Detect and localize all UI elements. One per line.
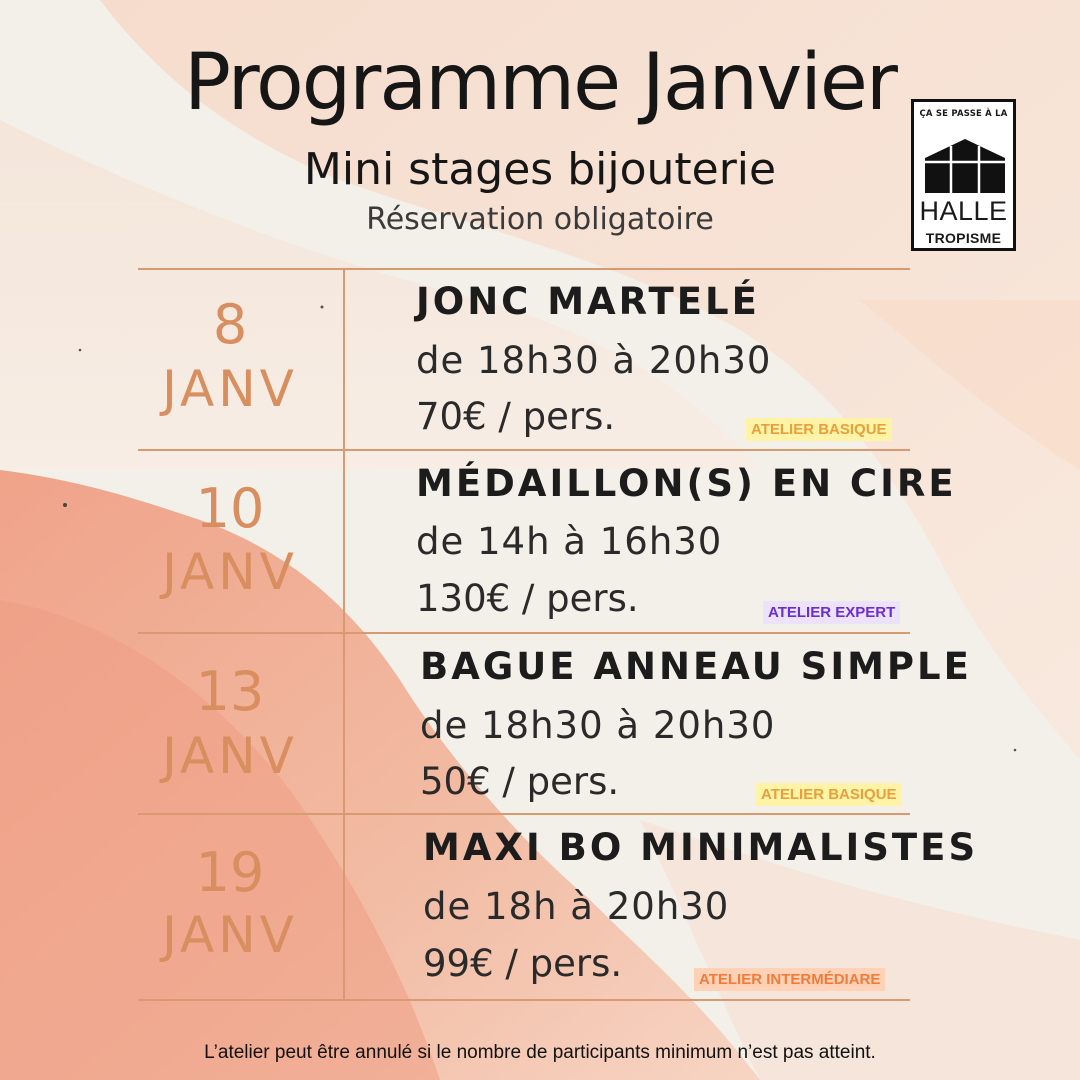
event-time: de 18h30 à 20h30 <box>416 339 772 382</box>
cancellation-footnote: L’atelier peut être annulé si le nombre de participants minimum n’est pas atteint. <box>204 1042 876 1063</box>
logo-tagline: ÇA SE PASSE À LA <box>919 109 1008 119</box>
event-title: MÉDAILLON(S) EN CIRE <box>416 462 957 505</box>
event-time: de 14h à 16h30 <box>416 520 723 563</box>
page-title: Programme Janvier <box>184 38 896 128</box>
level-badge: ATELIER BASIQUE <box>746 418 892 441</box>
logo-halle-text: HALLE <box>919 196 1008 226</box>
page-subtitle: Mini stages bijouterie <box>303 144 777 195</box>
level-badge: ATELIER EXPERT <box>763 601 900 624</box>
table-divider-bottom <box>138 999 910 1001</box>
event-day: 10 <box>195 477 265 540</box>
event-time: de 18h à 20h30 <box>423 885 730 928</box>
event-price: 70€ / pers. <box>416 395 616 438</box>
event-month: JANV <box>162 727 298 785</box>
event-month: JANV <box>162 360 298 418</box>
event-title: MAXI BO MINIMALISTES <box>423 826 979 869</box>
event-price: 99€ / pers. <box>423 942 623 985</box>
event-title: JONC MARTELÉ <box>416 280 760 323</box>
house-icon <box>923 136 1007 194</box>
event-day: 19 <box>195 841 265 904</box>
reservation-note: Réservation obligatoire <box>366 202 714 237</box>
level-badge: ATELIER BASIQUE <box>756 783 902 806</box>
table-divider <box>138 813 910 815</box>
event-day: 8 <box>212 293 248 356</box>
table-divider <box>138 632 910 634</box>
event-day: 13 <box>195 660 265 723</box>
table-divider <box>138 449 910 451</box>
halle-tropisme-logo <box>911 99 1016 251</box>
event-price: 130€ / pers. <box>416 577 639 620</box>
event-month: JANV <box>162 543 298 601</box>
event-time: de 18h30 à 20h30 <box>420 704 776 747</box>
logo-tropisme-text: TROPISME <box>925 230 1002 246</box>
table-column-divider <box>343 268 345 1001</box>
table-divider-top <box>138 268 910 270</box>
event-title: BAGUE ANNEAU SIMPLE <box>420 645 972 688</box>
level-badge: ATELIER INTERMÉDIARE <box>694 968 885 991</box>
event-price: 50€ / pers. <box>420 760 620 803</box>
event-month: JANV <box>162 906 298 964</box>
